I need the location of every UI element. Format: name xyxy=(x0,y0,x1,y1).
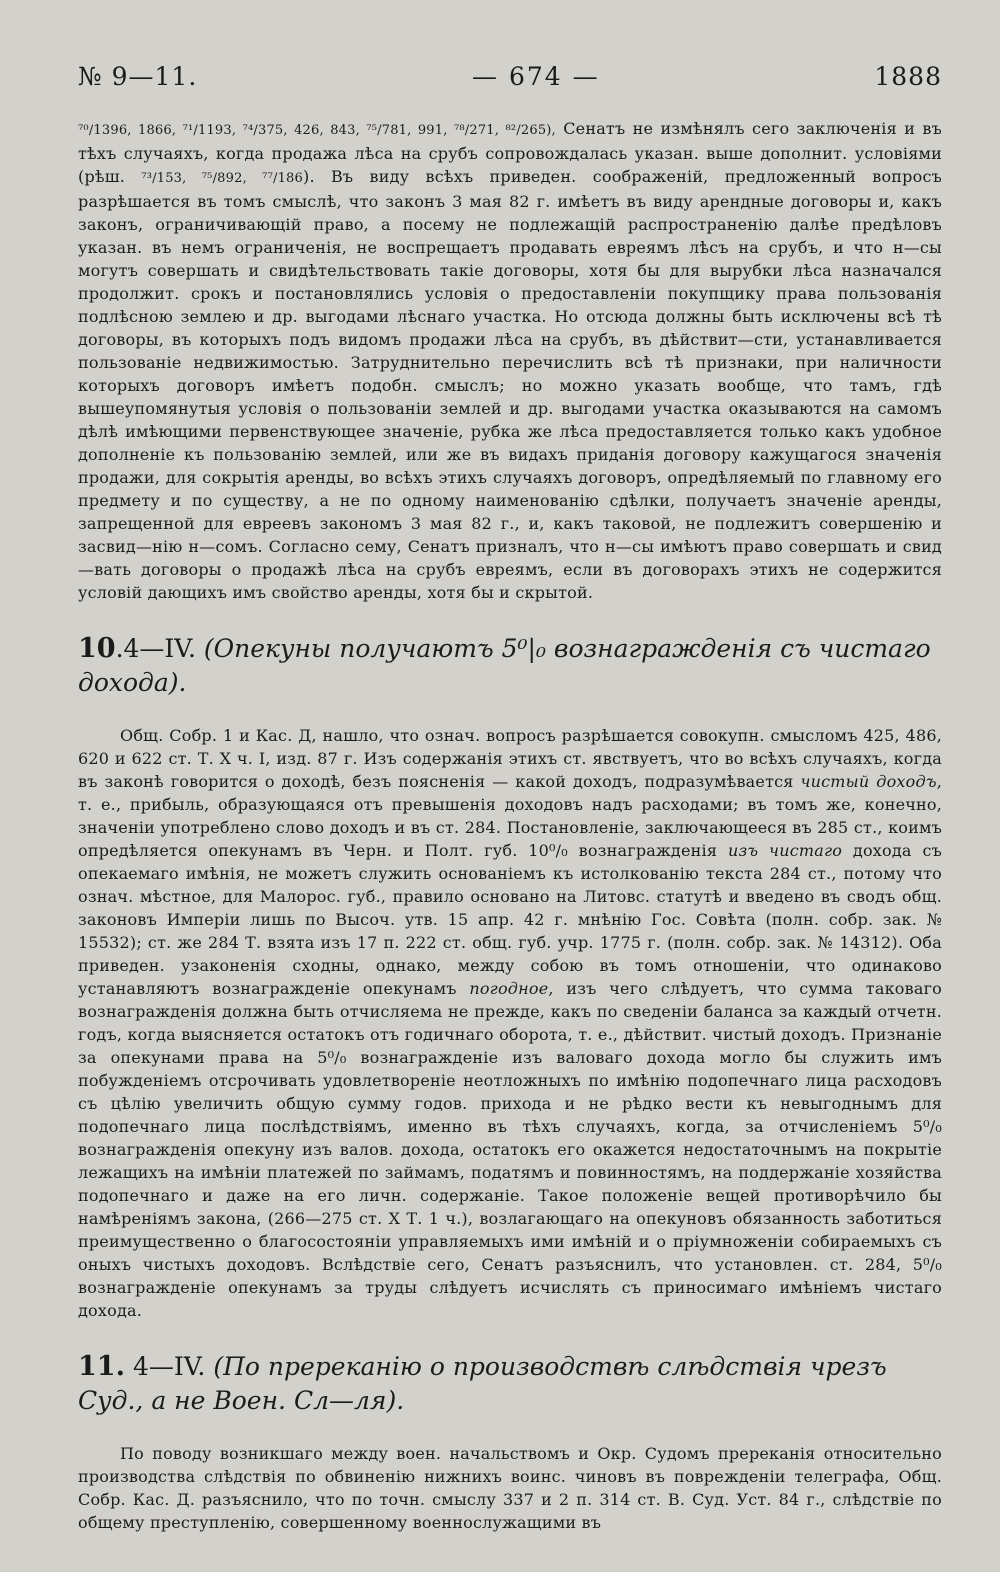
issue-number: № 9—11. xyxy=(78,62,198,91)
page-header xyxy=(78,62,942,91)
paragraph-text: ). Въ виду всѣхъ приведен. соображеній, предложенный вопросъ разрѣшается въ томъ смыслѣ, что законъ 3 мая 82 г. имѣетъ въ виду арендные договоры и, какъ законъ, ограничивающій право, а посему не подлежащій распространенію далѣе предѣловъ указан. въ немъ ограниченія, не воспрещаетъ продавать евреямъ лѣсъ на срубъ, и что н—сы могутъ совершать и свидѣтельствовать такіе договоры, хотя бы для вырубки лѣса назначался продолжит. срокъ и постановлялись условія о предоставленіи покупщику права пользованія подлѣсною землею и др. выгодами лѣснаго участка. Но отсюда должны быть исключены всѣ тѣ договоры, въ которыхъ подъ видомъ продажи лѣса на срубъ, въ дѣйствит—сти, устанавливается пользованіе недвижимостью. Затруднительно перечислить всѣ тѣ признаки, при наличности которыхъ договоръ имѣетъ подобн. смыслъ; но можно указать вообще, что тамъ, гдѣ вышеупомянутыя условія о пользованіи землей и др. выгодами участка оказываются на самомъ дѣлѣ имѣющими первенствующее значеніе, рубка же лѣса предоставляется только какъ удобное дополненіе къ пользованію землей, или же въ видахъ приданія договору кажущагося значенія продажи, для сокрытія аренды, во всѣхъ этихъ случаяхъ договоръ, опредѣляемый по главному его предмету и по существу, а не по одному наименованію сдѣлки, получаетъ значеніе аренды, запрещенной для евреевъ закономъ 3 мая 82 г., и, какъ таковой, не подлежитъ совершенію и засвид—нію н—сомъ. Согласно сему, Сенатъ призналъ, что н—сы имѣютъ право совершать и свид—вать договоры о продажѣ лѣса на срубъ евреямъ, если въ договорахъ этихъ не содержится условій дающихъ имъ свойство аренды, хотя бы и скрытой. xyxy=(78,167,942,602)
section-title: (Опекуны получаютъ 5⁰|₀ вознагражденія съ чистаго дохода). xyxy=(78,634,931,697)
paragraph-senate-forest-sale xyxy=(78,117,942,604)
section-heading-11 xyxy=(78,1350,942,1418)
section-title: (По пререканію о производствѣ слѣдствія чрезъ Суд., а не Воен. Сл—ля). xyxy=(78,1352,887,1415)
paragraph-text: , изъ чего слѣдуетъ, что сумма таковаго вознагражденія должна быть отчисляема не прежде, какъ по сведеніи баланса за каждый отчетн. годъ, когда выясняется остатокъ отъ годичнаго оборота, т. е., дѣйствит. чистый доходъ. Признаніе за опекунами права на 5⁰/₀ вознагражденіе изъ валоваго дохода могло бы служить имъ побужденіемъ отсрочивать удовлетвореніе неотложныхъ по имѣнію подопечнаго лица расходовъ съ цѣлію увеличить общую сумму годов. прихода и не рѣдко вести къ невыгоднымъ для подопечнаго лица послѣдствіямъ, именно въ тѣхъ случаяхъ, когда, за отчисленіемъ 5⁰/₀ вознагражденія опекуну изъ валов. дохода, остатокъ его окажется недостаточнымъ на покрытіе лежащихъ на имѣніи платежей по займамъ, податямъ и повинностямъ, на поддержаніе хозяйства подопечнаго и даже на его личн. содержаніе. Такое положеніе вещей противорѣчило бы намѣреніямъ закона, (266—275 ст. X Т. 1 ч.), возлагающаго на опекуновъ обязанность заботиться преимущественно о благосостояніи управляемыхъ ими имѣній и о пріумноженіи собираемыхъ съ оныхъ чистыхъ доходовъ. Вслѣдствіе сего, Сенатъ разъяснилъ, что установлен. ст. 284, 5⁰/₀ вознагражденіе опекунамъ за труды слѣдуетъ исчислять съ приносимаго имѣніемъ чистаго дохода. xyxy=(78,979,942,1320)
paragraph-guardians-remuneration xyxy=(78,724,942,1322)
paragraph-text: дохода съ опекаемаго имѣнія, не можетъ служить основаніемъ къ истолкованію текста 284 ст., потому что означ. мѣстное, для Малорос. губ., правило основано на Литовс. статутѣ и введено въ сводъ общ. законовъ Имперіи лишь по Высоч. утв. 15 апр. 42 г. мнѣнію Гос. Совѣта (полн. собр. зак. № 15532); ст. же 284 Т. взята изъ 17 п. 222 ст. общ. губ. учр. 1775 г. (полн. собр. зак. № 14312). Оба приведен. узаконенія сходны, однако, между собою въ томъ отношеніи, что одинаково устанавляютъ вознагражденіе опекунамъ xyxy=(78,841,942,998)
section-heading-10 xyxy=(78,632,942,700)
page-number: — 674 — xyxy=(472,62,600,91)
italic-term: погодное xyxy=(469,979,549,998)
italic-term: чистый доходъ xyxy=(800,772,937,791)
decision-references: ⁷³/153, ⁷⁵/892, ⁷⁷/186 xyxy=(141,171,303,186)
paragraph-text: , т. е., прибыль, образующаяся отъ превышенія доходовъ надъ расходами; въ томъ же, конечно, значеніи употреблено слово доходъ и въ ст. 284. Постановленіе, заключающееся въ 285 ст., коимъ опредѣляется опекунамъ въ Черн. и Полт. губ. 10⁰/₀ вознагражденія xyxy=(78,772,942,860)
paragraph-investigation-dispute xyxy=(78,1442,942,1534)
italic-term: изъ чистаго xyxy=(727,841,843,860)
paragraph-text: Общ. Собр. 1 и Кас. Д, нашло, что означ. вопросъ разрѣшается совокупн. смысломъ 425, 486, 620 и 622 ст. Т. X ч. I, изд. 87 г. Изъ содержанія этихъ ст. явствуетъ, что во всѣхъ случаяхъ, когда въ законѣ говорится о доходѣ, безъ поясненія — какой доходъ, подразумѣвается xyxy=(78,726,942,791)
paragraph-text: По поводу возникшаго между воен. начальствомъ и Окр. Судомъ пререканія относительно производства слѣдствія по обвиненію нижнихъ воинс. чиновъ въ поврежденіи телеграфа, Общ. Собр. Кас. Д. разъяснило, что по точн. смыслу 337 и 2 п. 314 ст. В. Суд. Уст. 84 г., слѣдствіе по общему преступленію, совершенному военнослужащими въ xyxy=(78,1444,942,1532)
year: 1888 xyxy=(874,62,942,91)
paragraph-text: Сенатъ не измѣнялъ сего заключенія и въ тѣхъ случаяхъ, когда продажа лѣса на срубъ сопровождалась указан. выше дополнит. условіями (рѣш. xyxy=(78,119,943,186)
decision-references: ⁷⁰/1396, 1866, ⁷¹/1193, ⁷⁴/375, 426, 843, ⁷⁵/781, 991, ⁷⁸/271, ⁸²/265), xyxy=(78,123,556,138)
section-date: 4—IV. xyxy=(132,1352,206,1381)
section-number: 11. xyxy=(78,1351,125,1382)
section-number: 10 xyxy=(78,633,116,664)
section-date: .4—IV. xyxy=(115,634,196,663)
